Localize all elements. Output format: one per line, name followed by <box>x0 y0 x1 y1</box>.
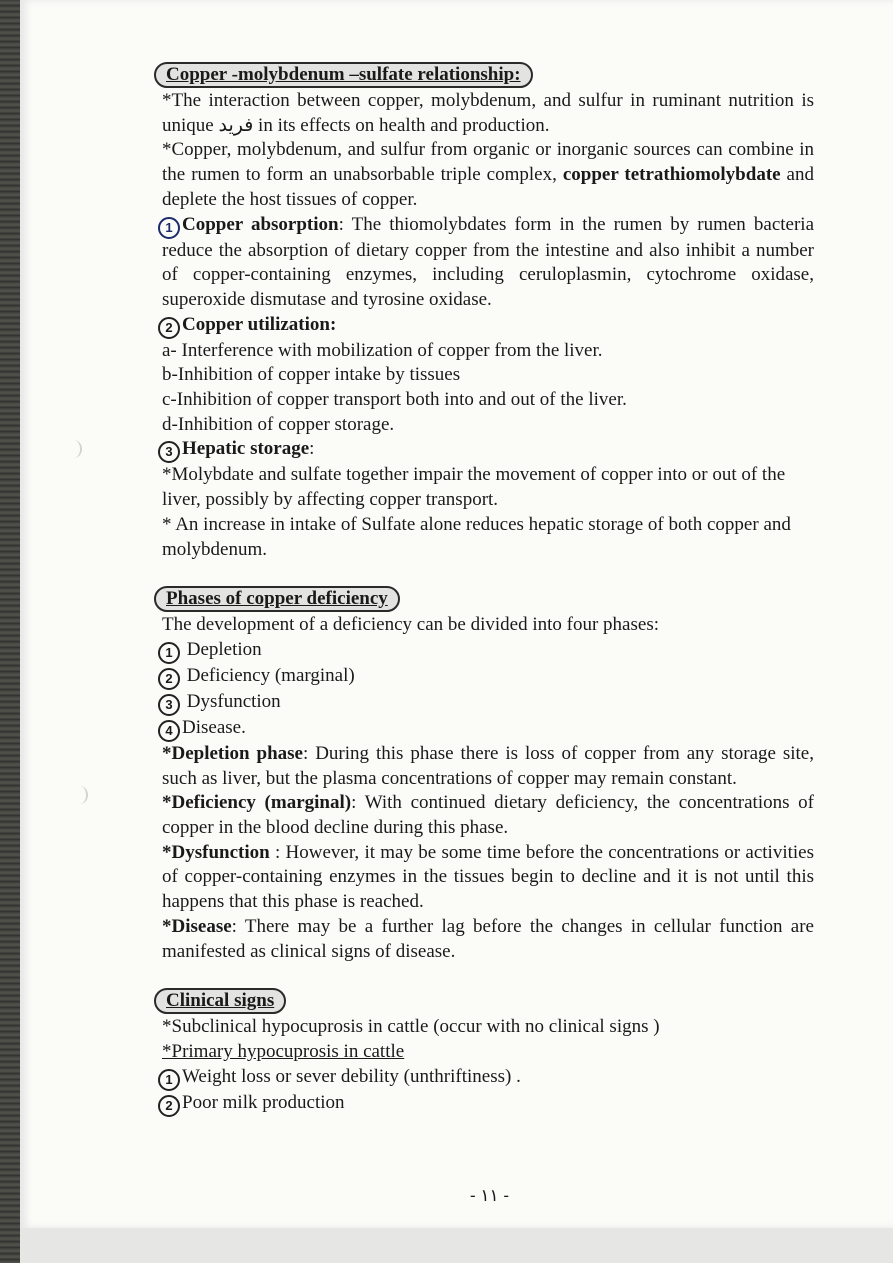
list-item-copper-absorption <box>162 213 814 313</box>
circled-number: 2 <box>158 1095 180 1117</box>
text: : During this phase there is loss of copper from any storage site, such as liver, but the plasma concentrations of copper may remain constant. <box>162 742 814 789</box>
text: and deplete the host tissues of copper. <box>162 164 814 210</box>
margin-mark <box>72 786 88 804</box>
list-item <box>162 664 814 690</box>
heading-text: Phases of copper deficiency <box>154 586 400 612</box>
paragraph <box>162 89 814 138</box>
section-heading-clinical-signs <box>154 988 286 1014</box>
item-text: Weight loss or sever debility (unthriftiness) . <box>182 1065 521 1087</box>
paragraph: *Subclinical hypocuprosis in cattle (occur with no clinical signs ) <box>162 1016 660 1038</box>
circled-number: 1 <box>158 1069 180 1091</box>
item-text: Depletion <box>186 638 262 660</box>
paragraph: The development of a deficiency can be divided into four phases: <box>162 614 659 636</box>
text: in its effects on health and production. <box>253 114 550 136</box>
page-number: - ١١ - <box>470 1186 510 1205</box>
list-item <box>162 690 814 716</box>
document-body <box>162 62 814 1117</box>
circled-number: 3 <box>158 441 180 463</box>
paragraph: * An increase in intake of Sulfate alone reduces hepatic storage of both copper and molybdenum. <box>162 513 791 560</box>
text: : <box>309 438 315 460</box>
list-item-copper-utilization <box>162 313 814 339</box>
scan-bottom-margin <box>20 1228 893 1263</box>
item-text: Disease. <box>182 716 246 738</box>
sub-item: a- Interference with mobilization of copper from the liver. <box>162 339 603 361</box>
paragraph: *Molybdate and sulfate together impair the movement of copper into or out of the liver, possibly by affecting copper transport. <box>162 464 786 511</box>
circled-number: 1 <box>158 217 180 239</box>
bold-term: copper tetrathiomolybdate <box>562 164 781 186</box>
bold-term: *Depletion phase <box>162 742 303 764</box>
sub-item: d-Inhibition of copper storage. <box>162 413 395 435</box>
item-label: Copper utilization: <box>182 313 337 335</box>
paragraph-depletion <box>162 742 814 791</box>
list-item <box>162 1065 814 1091</box>
item-text: Deficiency (marginal) <box>186 664 355 686</box>
heading-text: Clinical signs <box>154 988 286 1014</box>
item-text: : The thiomolybdates form in the rumen by rumen bacteria reduce the absorption of dietary copper from the intestine and also inhibit a number of copper-containing enzymes, including ceruloplasmin, cytochrome oxidase, superoxide dismutase and tyrosine oxidase. <box>162 213 815 310</box>
circled-number: 2 <box>158 668 180 690</box>
section-heading-phases <box>154 586 400 612</box>
item-text: Dysfunction <box>186 690 281 712</box>
item-label: Hepatic storage <box>182 438 310 460</box>
phase-list <box>162 638 814 742</box>
text: *The interaction between copper, molybdenum, and sulfur in ruminant nutrition is unique <box>162 90 814 136</box>
bold-term: *Disease <box>162 915 232 937</box>
margin-mark <box>66 440 82 458</box>
circled-number: 4 <box>158 720 180 742</box>
sub-item: b-Inhibition of copper intake by tissues <box>162 364 461 386</box>
paragraph-deficiency <box>162 791 814 840</box>
list-item <box>162 716 814 742</box>
spacer <box>162 964 814 988</box>
list-item <box>162 638 814 664</box>
text: : There may be a further lag before the changes in cellular function are manifested as clinical signs of disease. <box>162 915 814 962</box>
list-item-hepatic-storage <box>162 437 814 463</box>
circled-number: 3 <box>158 694 180 716</box>
arabic-note: فريد <box>218 114 254 136</box>
text: : With continued dietary deficiency, the concentrations of copper in the blood decline during this phase. <box>162 792 814 839</box>
paragraph-disease <box>162 915 814 964</box>
section-heading-copper-molybdenum <box>154 62 533 88</box>
paragraph: *Primary hypocuprosis in cattle <box>162 1040 405 1062</box>
paragraph-dysfunction <box>162 841 814 915</box>
scan-binding-edge <box>0 0 20 1263</box>
circled-number: 1 <box>158 642 180 664</box>
item-label: Copper absorption <box>182 213 339 235</box>
paragraph <box>162 138 814 212</box>
text: *Copper, molybdenum, and sulfur from organic or inorganic sources can combine in the rumen to form an unabsorbable triple complex, <box>162 139 814 186</box>
bold-term: *Deficiency (marginal) <box>162 792 352 814</box>
circled-number: 2 <box>158 317 180 339</box>
heading-text: Copper -molybdenum –sulfate relationship: <box>154 62 533 88</box>
sub-item: c-Inhibition of copper transport both into and out of the liver. <box>162 389 627 411</box>
list-item <box>162 1091 814 1117</box>
item-text: Poor milk production <box>182 1091 345 1113</box>
spacer <box>162 562 814 586</box>
bold-term: *Dysfunction <box>162 841 270 863</box>
text: : However, it may be some time before the concentrations or activities of copper-containing enzymes in the tissues begin to decline and it is not until this happens that this phase is reached. <box>162 841 814 913</box>
